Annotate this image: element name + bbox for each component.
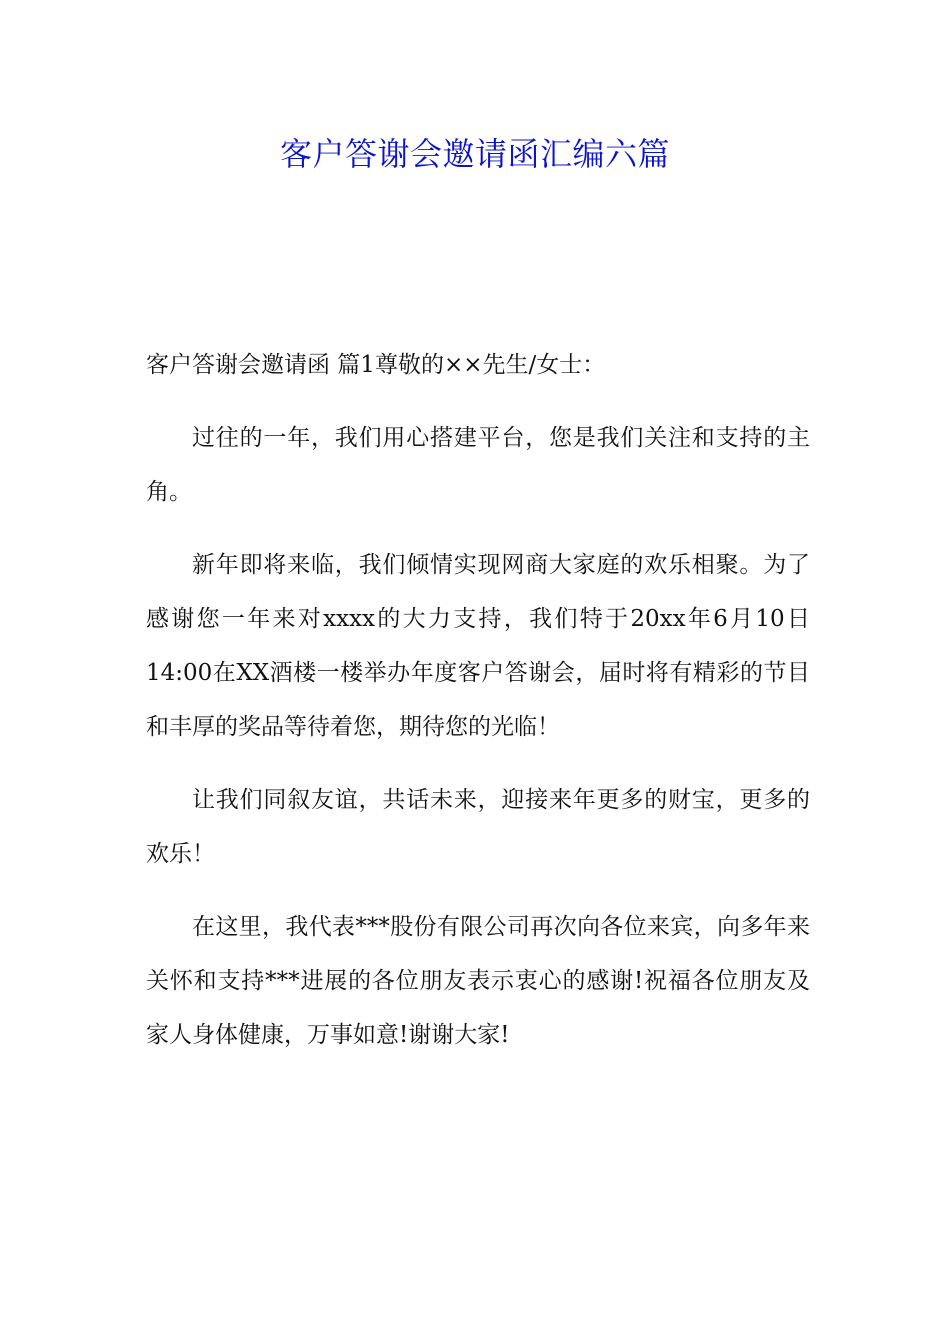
paragraph: 过往的一年，我们用心搭建平台，您是我们关注和支持的主角。 xyxy=(146,425,810,505)
paragraph-greeting: 客户答谢会邀请函 篇1尊敬的××先生/女士： xyxy=(146,352,606,378)
paragraph: 在这里，我代表***股份有限公司再次向各位来宾，向多年来关怀和支持***进展的各位朋友表示衷心的感谢!祝福各位朋友及家人身体健康，万事如意!谢谢大家! xyxy=(146,914,810,1048)
document-title: 客户答谢会邀请函汇编六篇 xyxy=(279,135,670,173)
paragraph: 让我们同叙友谊，共话未来，迎接来年更多的财宝，更多的欢乐！ xyxy=(146,787,810,867)
paragraph: 新年即将来临，我们倾情实现网商大家庭的欢乐相聚。为了感谢您一年来对xxxx的大力支持，我们特于20xx年6月10日14:00在XX酒楼一楼举办年度客户答谢会，届时将有精彩的节目和丰厚的奖品等待着您，期待您的光临！ xyxy=(146,552,810,740)
document-body xyxy=(146,338,810,1081)
